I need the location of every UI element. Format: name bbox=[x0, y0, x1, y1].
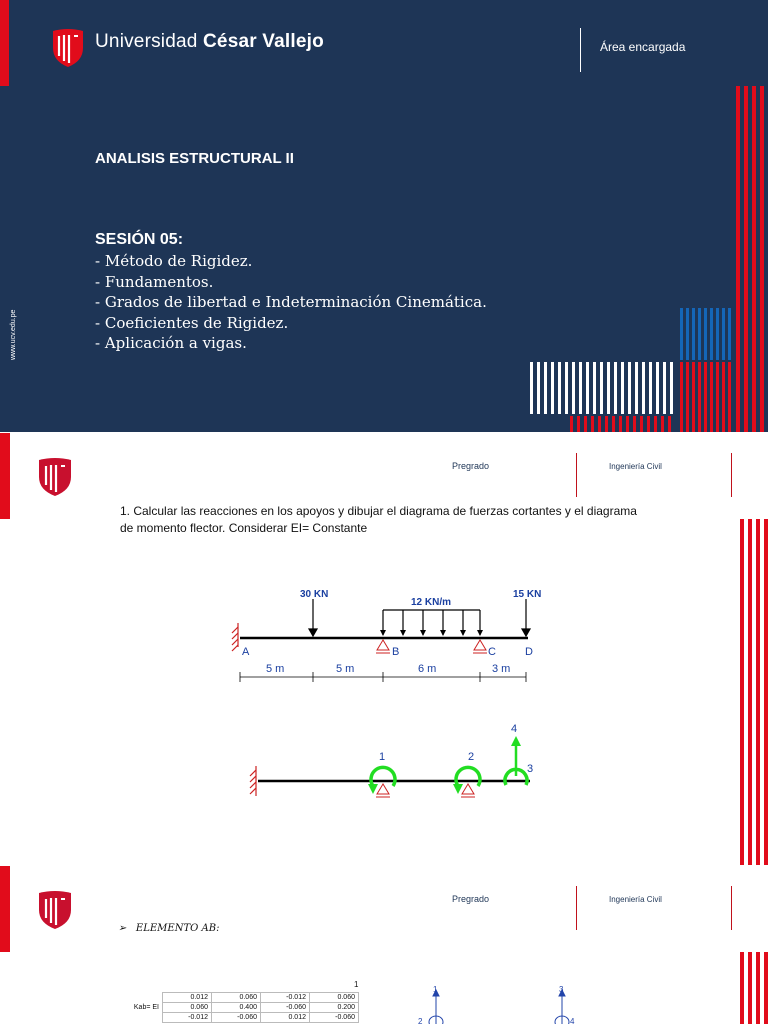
decorative-stripes bbox=[738, 952, 768, 1024]
element-title: ➢ ELEMENTO AB: bbox=[118, 923, 220, 934]
topic-list bbox=[95, 251, 487, 354]
load-label: 30 KN bbox=[300, 589, 329, 600]
university-shield-logo bbox=[52, 28, 84, 68]
table-cell: 0.400 bbox=[212, 1003, 261, 1013]
title-slide bbox=[0, 0, 768, 432]
table-cell: 0.060 bbox=[212, 993, 261, 1003]
pin-support-c bbox=[474, 640, 486, 650]
red-accent-bar bbox=[0, 866, 10, 952]
university-shield-icon bbox=[38, 457, 72, 497]
span-label: 6 m bbox=[418, 663, 437, 675]
table-cell: -0.060 bbox=[261, 1003, 310, 1013]
topic-item: - Aplicación a vigas. bbox=[95, 334, 247, 352]
node-label: C bbox=[488, 646, 496, 658]
decorative-stripes bbox=[528, 0, 768, 432]
pin-support-b bbox=[377, 640, 389, 650]
website-url: www.ucv.edu.pe bbox=[10, 309, 17, 360]
topic-item: - Método de Rigidez. bbox=[95, 252, 253, 270]
header-program: Ingeniería Civil bbox=[609, 462, 662, 471]
table-cell: -0.012 bbox=[163, 1013, 212, 1023]
course-title: ANALISIS ESTRUCTURAL II bbox=[95, 150, 294, 167]
header-divider bbox=[731, 453, 732, 497]
table-cell: 0.200 bbox=[310, 1003, 359, 1013]
header-program: Ingeniería Civil bbox=[609, 895, 662, 904]
dof-label: 3 bbox=[527, 763, 534, 775]
load-label: 15 KN bbox=[513, 589, 542, 600]
load-label: 12 KN/m bbox=[411, 597, 452, 608]
session-title: SESIÓN 05: bbox=[95, 231, 184, 248]
table-cell: -0.060 bbox=[212, 1013, 261, 1023]
table-cell: -0.060 bbox=[310, 1013, 359, 1023]
header-pregrado: Pregrado bbox=[452, 461, 490, 471]
dof-label: 3 bbox=[559, 985, 564, 994]
span-label: 5 m bbox=[266, 663, 285, 675]
area-label: Área encargada bbox=[600, 40, 686, 54]
stiffness-matrix bbox=[128, 992, 359, 1023]
topic-item: - Coeficientes de Rigidez. bbox=[95, 313, 289, 332]
university-name: Universidad César Vallejo bbox=[95, 31, 324, 52]
dof-diagram bbox=[240, 718, 540, 828]
element-dof-sketch bbox=[412, 984, 592, 1024]
table-row bbox=[128, 1013, 359, 1023]
dof-label: 4 bbox=[511, 723, 518, 735]
element-ab-slide bbox=[0, 866, 768, 1024]
header-divider bbox=[731, 886, 732, 930]
header-divider bbox=[576, 453, 577, 497]
topic-item: - Grados de libertad e Indeterminación Cinemática. bbox=[95, 293, 487, 311]
node-label: A bbox=[242, 646, 250, 658]
table-cell: 0.060 bbox=[310, 993, 359, 1003]
table-row bbox=[128, 993, 359, 1003]
table-cell: -0.012 bbox=[261, 993, 310, 1003]
dof-label: 2 bbox=[468, 751, 475, 763]
matrix-label: Kab= EI bbox=[133, 1004, 159, 1011]
dof-label: 2 bbox=[418, 1017, 423, 1024]
span-label: 3 m bbox=[492, 663, 511, 675]
node-label: B bbox=[392, 646, 400, 658]
dof-label: 1 bbox=[433, 985, 438, 994]
table-cell: 0.012 bbox=[163, 993, 212, 1003]
table-row bbox=[128, 1003, 359, 1013]
table-cell: 0.012 bbox=[261, 1013, 310, 1023]
beam-diagram bbox=[228, 585, 558, 690]
header-divider bbox=[576, 886, 577, 930]
problem-statement: 1. Calcular las reacciones en los apoyos y dibujar el diagrama de fuerzas cortantes y el diagrama de momento flector. Considerar EI= Constante bbox=[120, 504, 637, 535]
decorative-stripes bbox=[738, 519, 768, 865]
table-cell: 0.060 bbox=[163, 1003, 212, 1013]
dof-label: 4 bbox=[570, 1017, 575, 1024]
header-pregrado: Pregrado bbox=[452, 894, 490, 904]
topic-item: - Fundamentos. bbox=[95, 272, 214, 291]
red-accent-bar bbox=[0, 433, 10, 519]
university-shield-icon bbox=[38, 890, 72, 930]
problem-slide bbox=[0, 433, 768, 865]
span-label: 5 m bbox=[336, 663, 355, 675]
dof-label: 1 bbox=[379, 751, 386, 763]
red-accent-bar bbox=[0, 0, 9, 86]
node-label: D bbox=[525, 646, 533, 658]
matrix-col-header: 1 bbox=[354, 980, 359, 989]
